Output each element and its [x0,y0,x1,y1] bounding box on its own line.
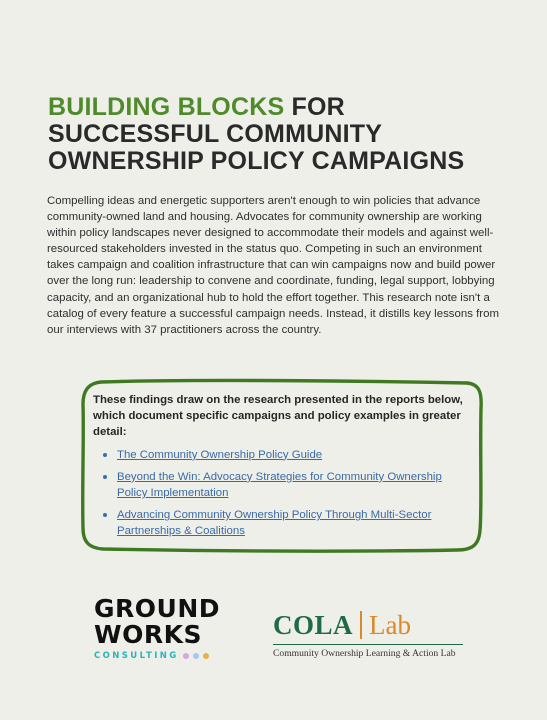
cola-lab-word: Lab [369,610,411,640]
cola-wordmark [273,610,473,640]
findings-lead: These findings draw on the research presented in the reports below, which document specific campaigns and policy examples in greater detail: [93,394,463,439]
cola-name: COLA [273,610,354,640]
dot-icon [203,653,209,659]
cola-divider [360,611,362,639]
list-item [93,447,473,463]
groundworks-consulting: CONSULTING [94,651,179,661]
report-list [93,447,473,540]
list-item [93,469,473,501]
groundworks-logo [94,596,244,662]
report-link-multi-sector[interactable]: Advancing Community Ownership Policy Through Multi-Sector Partnerships & Coalitions [117,509,432,538]
bullet-icon [103,475,107,479]
dot-icon [183,653,189,659]
cola-lab-logo [273,610,473,666]
dot-icon [193,653,199,659]
groundworks-sub [94,651,244,661]
list-item [93,507,473,539]
report-link-policy-guide[interactable]: The Community Ownership Policy Guide [117,448,323,461]
title-accent: BUILDING BLOCKS [48,93,285,121]
report-link-beyond-the-win[interactable]: Beyond the Win: Advocacy Strategies for Community Ownership Policy Implementation [117,470,442,500]
groundworks-word-works: WORKS [94,620,202,649]
cola-rule [273,644,463,645]
bullet-icon [103,453,107,457]
title-rest: FOR SUCCESSFUL COMMUNITY OWNERSHIP POLICY CAMPAIGNS [48,93,465,175]
findings-content [93,392,473,546]
page-title [48,94,518,175]
bullet-icon [103,513,107,517]
intro-paragraph: Compelling ideas and energetic supporters aren't enough to win policies that advance community-owned land and housing. Advocates for community ownership are working within policy landscapes never designed to accommodate their models and against well-resourced stakeholders invested in the status quo. Competing in such an environment takes campaign and coalition infrastructure that can win campaigns now and build power over the long run: leadership to convene and coordinate, funding, legal support, lobbying capacity, and an organizational hub to hold the effort together. This research note isn't a catalog of every feature a successful campaign needs. Instead, it distills key lessons from our interviews with 37 practitioners across the country. [47,195,500,336]
groundworks-word-ground: GROUND [94,594,220,623]
cola-tagline: Community Ownership Learning & Action Lab [273,648,456,659]
findings-callout [79,378,485,554]
